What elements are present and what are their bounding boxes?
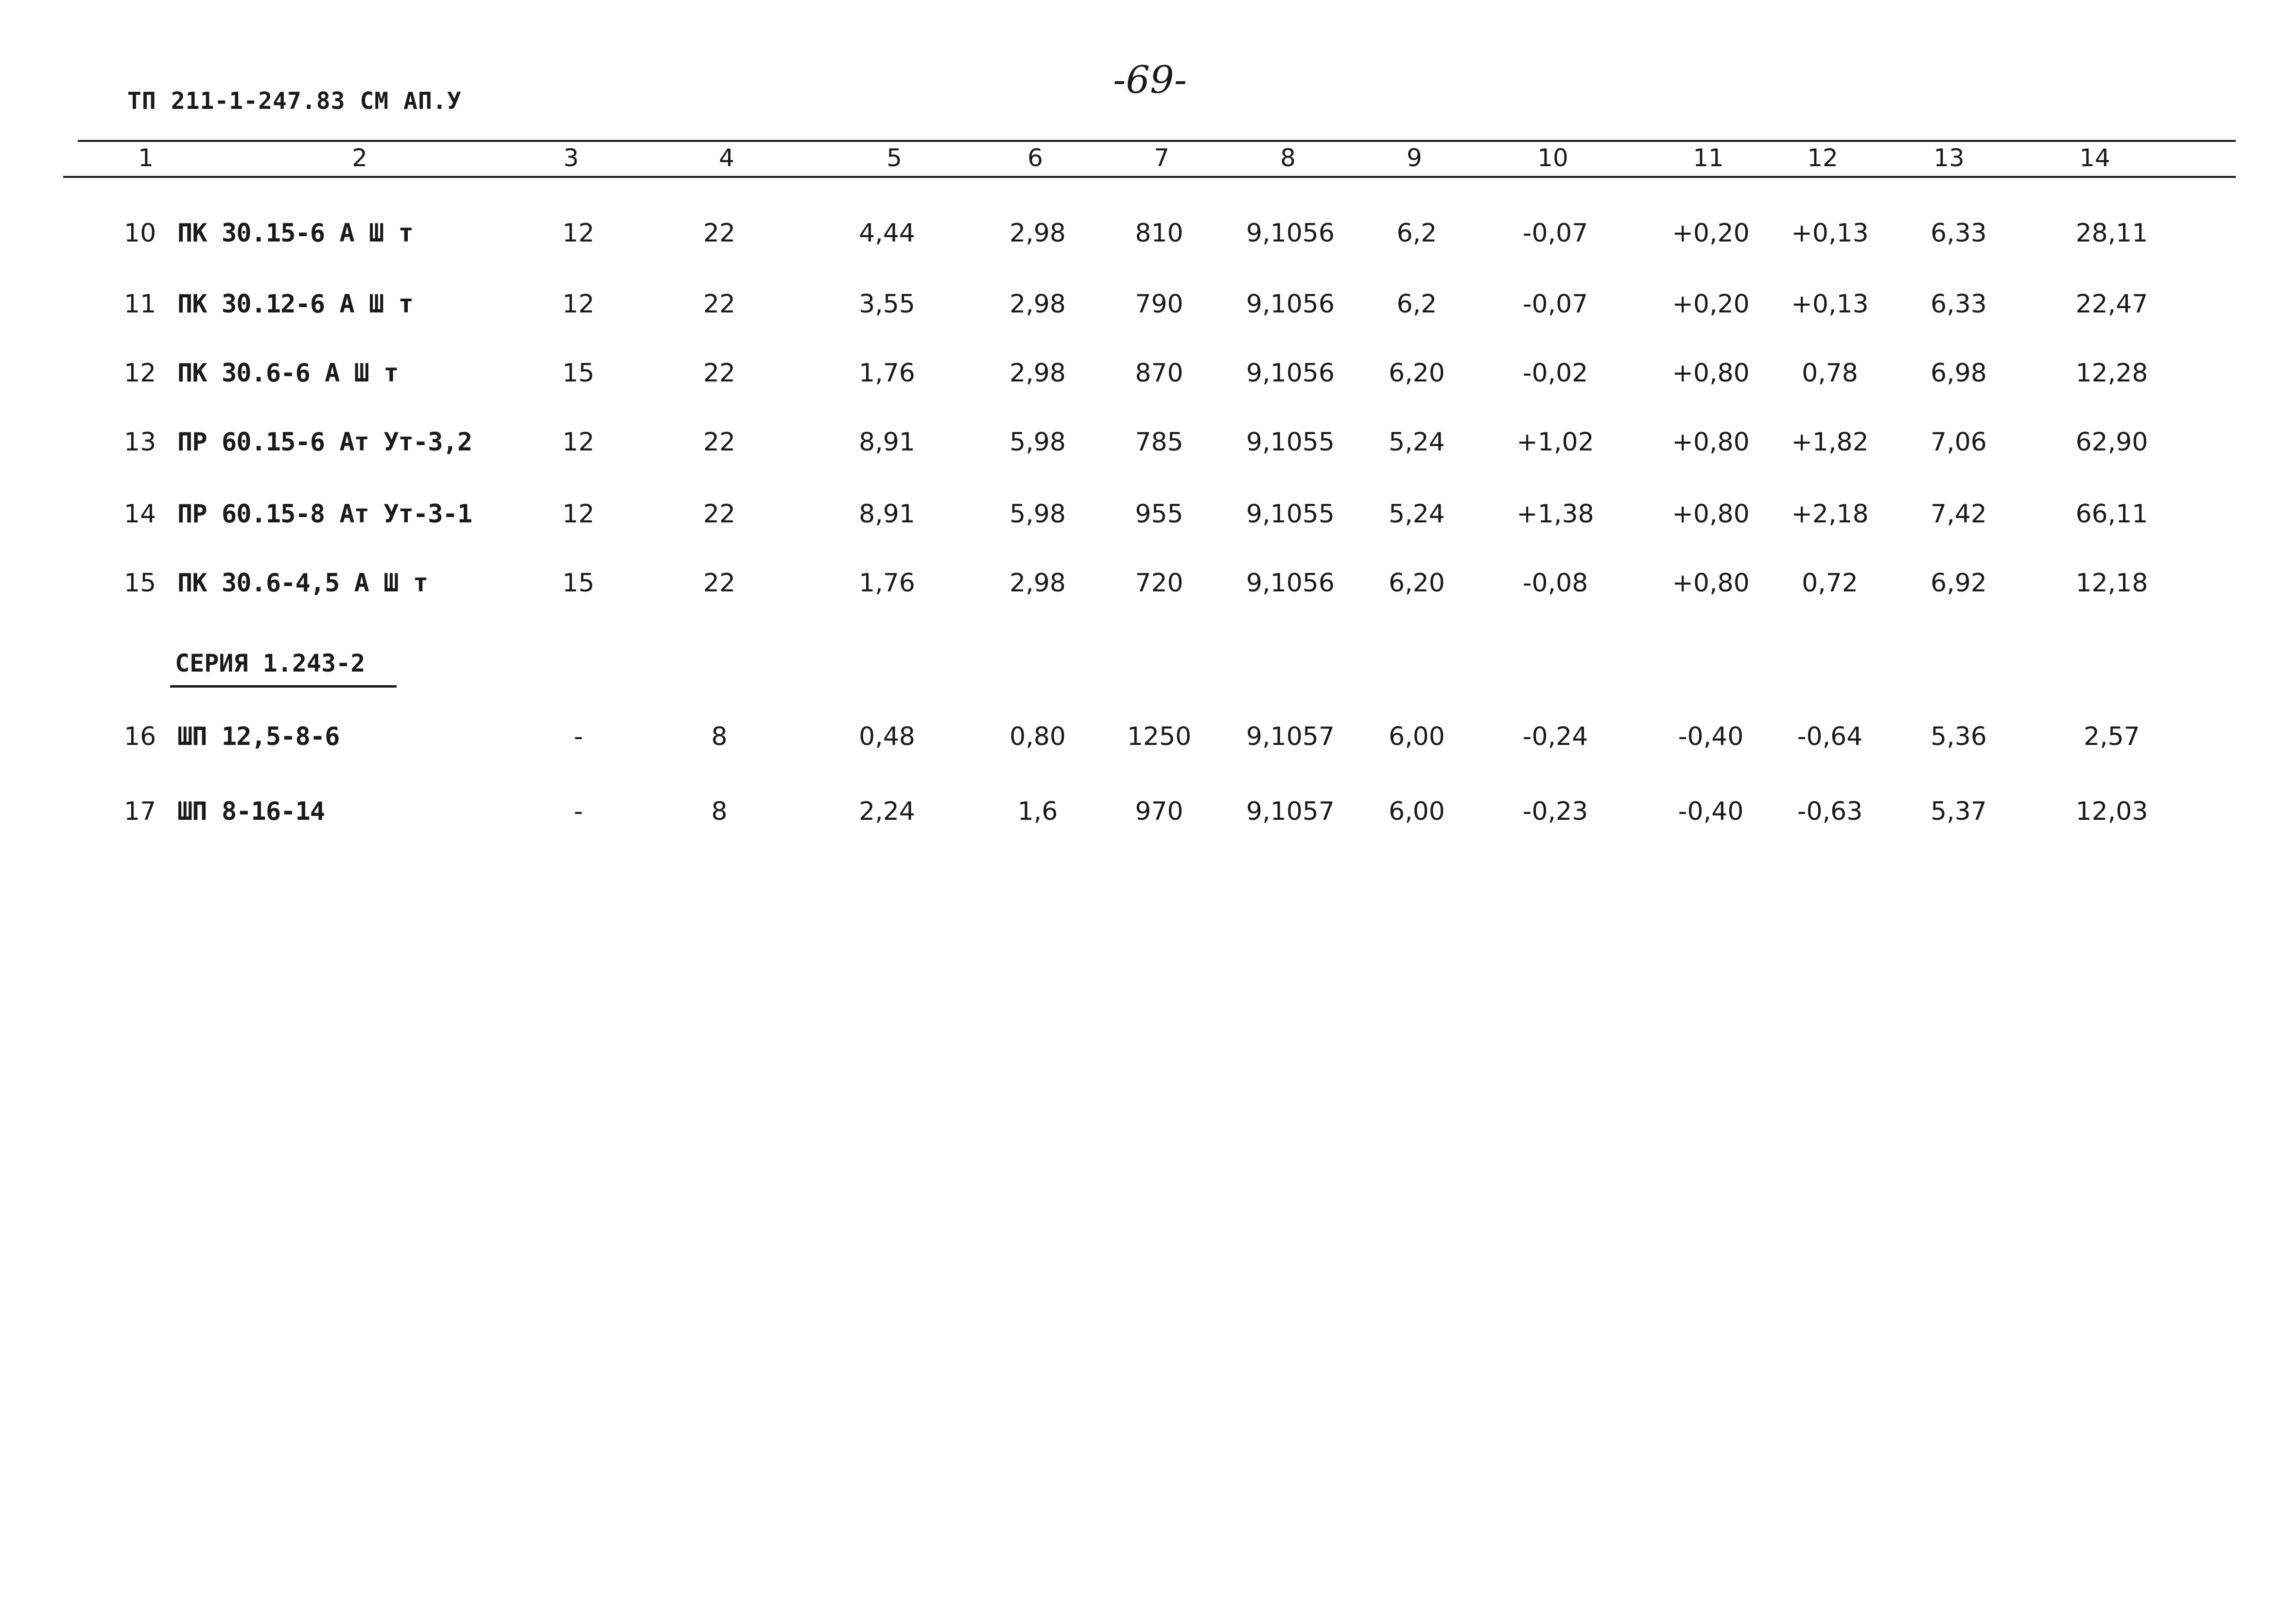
table-cell: +2,18 [1791, 500, 1869, 529]
item-designation: ПК 30.12-6 А Ш т [177, 290, 413, 319]
table-cell: 8 [711, 797, 728, 826]
table-cell: 22 [703, 290, 736, 319]
table-cell: 955 [1135, 500, 1183, 529]
row-number: 13 [124, 428, 157, 457]
table-cell: -0,23 [1522, 797, 1588, 826]
table-cell: 12,18 [2075, 569, 2148, 598]
table-cell: - [574, 797, 583, 826]
table-cell: 15 [562, 359, 595, 388]
table-cell: 9,1055 [1246, 428, 1335, 457]
table-cell: 4,44 [859, 219, 915, 248]
header-top-rule [78, 140, 2236, 142]
row-number: 11 [124, 290, 157, 319]
row-number: 15 [124, 569, 157, 598]
table-cell: 2,98 [1009, 219, 1066, 248]
table-cell: -0,02 [1522, 359, 1588, 388]
table-cell: +0,13 [1791, 219, 1869, 248]
table-cell: 22 [703, 219, 736, 248]
table-cell: 9,1056 [1246, 290, 1335, 319]
table-cell: 0,72 [1802, 569, 1858, 598]
item-designation: ПК 30.6-4,5 А Ш т [177, 569, 428, 598]
table-cell: 5,37 [1931, 797, 1987, 826]
column-header-11: 11 [1693, 144, 1724, 172]
table-cell: +1,38 [1516, 500, 1594, 529]
column-header-14: 14 [2079, 144, 2110, 172]
table-cell: 1,76 [859, 359, 915, 388]
series-title-underline [170, 685, 397, 688]
table-cell: 6,2 [1396, 290, 1437, 319]
table-cell: 0,80 [1009, 722, 1066, 751]
column-header-3: 3 [563, 144, 579, 172]
table-cell: - [574, 722, 583, 751]
table-cell: -0,40 [1678, 722, 1744, 751]
column-header-5: 5 [887, 144, 902, 172]
table-cell: 5,98 [1009, 428, 1066, 457]
table-cell: 2,57 [2084, 722, 2140, 751]
table-cell: -0,63 [1797, 797, 1863, 826]
table-cell: 9,1055 [1246, 500, 1335, 529]
item-designation: ПР 60.15-6 Ат Ут-3,2 [177, 428, 472, 457]
table-cell: 6,33 [1931, 219, 1987, 248]
table-cell: 0,48 [859, 722, 915, 751]
table-cell: 9,1056 [1246, 359, 1335, 388]
column-header-13: 13 [1933, 144, 1965, 172]
item-designation: ПР 60.15-8 Ат Ут-3-1 [177, 500, 472, 529]
page-number: -69- [1113, 58, 1187, 102]
table-cell: -0,08 [1522, 569, 1588, 598]
item-designation: ШП 8-16-14 [177, 797, 325, 826]
table-cell: 66,11 [2075, 500, 2148, 529]
column-header-8: 8 [1280, 144, 1296, 172]
column-header-1: 1 [138, 144, 154, 172]
table-cell: -0,07 [1522, 219, 1588, 248]
table-cell: 1,76 [859, 569, 915, 598]
column-header-10: 10 [1537, 144, 1568, 172]
table-cell: +1,82 [1791, 428, 1869, 457]
table-cell: 1250 [1127, 722, 1192, 751]
table-cell: +0,13 [1791, 290, 1869, 319]
table-cell: 6,20 [1389, 359, 1445, 388]
table-cell: 6,2 [1396, 219, 1437, 248]
table-cell: -0,40 [1678, 797, 1744, 826]
header-bottom-rule [63, 176, 2236, 178]
table-cell: -0,24 [1522, 722, 1588, 751]
table-cell: 9,1056 [1246, 569, 1335, 598]
table-cell: 9,1056 [1246, 219, 1335, 248]
series-title: СЕРИЯ 1.243-2 [175, 649, 365, 677]
table-cell: 22 [703, 428, 736, 457]
table-cell: 22 [703, 359, 736, 388]
item-designation: ПК 30.15-6 А Ш т [177, 219, 413, 248]
table-cell: 12 [562, 290, 595, 319]
table-cell: +0,80 [1672, 428, 1750, 457]
table-cell: 7,06 [1931, 428, 1987, 457]
row-number: 12 [124, 359, 157, 388]
column-header-12: 12 [1807, 144, 1838, 172]
table-cell: 5,24 [1389, 428, 1445, 457]
row-number: 14 [124, 500, 157, 529]
table-cell: 6,00 [1389, 797, 1445, 826]
item-designation: ПК 30.6-6 А Ш т [177, 359, 399, 388]
table-cell: +0,80 [1672, 359, 1750, 388]
table-cell: 790 [1135, 290, 1183, 319]
column-header-7: 7 [1154, 144, 1169, 172]
table-cell: 1,6 [1017, 797, 1058, 826]
table-cell: 8,91 [859, 428, 915, 457]
table-cell: -0,07 [1522, 290, 1588, 319]
table-cell: -0,64 [1797, 722, 1863, 751]
table-cell: 8 [711, 722, 728, 751]
table-cell: 870 [1135, 359, 1183, 388]
document-code: ТП 211-1-247.83 СМ АП.У [127, 87, 462, 115]
table-cell: 6,00 [1389, 722, 1445, 751]
table-cell: 12 [562, 219, 595, 248]
table-cell: 9,1057 [1246, 722, 1335, 751]
table-cell: 5,98 [1009, 500, 1066, 529]
item-designation: ШП 12,5-8-6 [177, 722, 340, 751]
table-cell: 22 [703, 569, 736, 598]
table-cell: 810 [1135, 219, 1183, 248]
table-cell: 12,28 [2075, 359, 2148, 388]
table-cell: 5,36 [1931, 722, 1987, 751]
table-cell: 28,11 [2075, 219, 2148, 248]
table-cell: 6,98 [1931, 359, 1987, 388]
table-cell: 3,55 [859, 290, 915, 319]
table-cell: 5,24 [1389, 500, 1445, 529]
table-cell: 2,98 [1009, 569, 1066, 598]
table-cell: +0,80 [1672, 569, 1750, 598]
table-cell: 2,24 [859, 797, 915, 826]
table-cell: 62,90 [2075, 428, 2148, 457]
table-cell: +0,80 [1672, 500, 1750, 529]
row-number: 17 [124, 797, 157, 826]
table-cell: 7,42 [1931, 500, 1987, 529]
column-header-4: 4 [719, 144, 734, 172]
table-cell: 6,92 [1931, 569, 1987, 598]
column-header-2: 2 [352, 144, 367, 172]
column-header-6: 6 [1027, 144, 1043, 172]
table-cell: 15 [562, 569, 595, 598]
table-cell: 12,03 [2075, 797, 2148, 826]
table-cell: 6,33 [1931, 290, 1987, 319]
table-cell: 6,20 [1389, 569, 1445, 598]
table-cell: 22,47 [2075, 290, 2148, 319]
table-cell: 9,1057 [1246, 797, 1335, 826]
table-cell: 2,98 [1009, 290, 1066, 319]
table-cell: 8,91 [859, 500, 915, 529]
table-cell: +1,02 [1516, 428, 1594, 457]
table-cell: 12 [562, 428, 595, 457]
row-number: 16 [124, 722, 157, 751]
row-number: 10 [124, 219, 157, 248]
table-cell: 720 [1135, 569, 1183, 598]
table-cell: 22 [703, 500, 736, 529]
table-cell: 0,78 [1802, 359, 1858, 388]
column-header-9: 9 [1407, 144, 1422, 172]
table-cell: 12 [562, 500, 595, 529]
table-cell: +0,20 [1672, 219, 1750, 248]
table-cell: +0,20 [1672, 290, 1750, 319]
table-cell: 785 [1135, 428, 1183, 457]
table-cell: 2,98 [1009, 359, 1066, 388]
table-cell: 970 [1135, 797, 1183, 826]
